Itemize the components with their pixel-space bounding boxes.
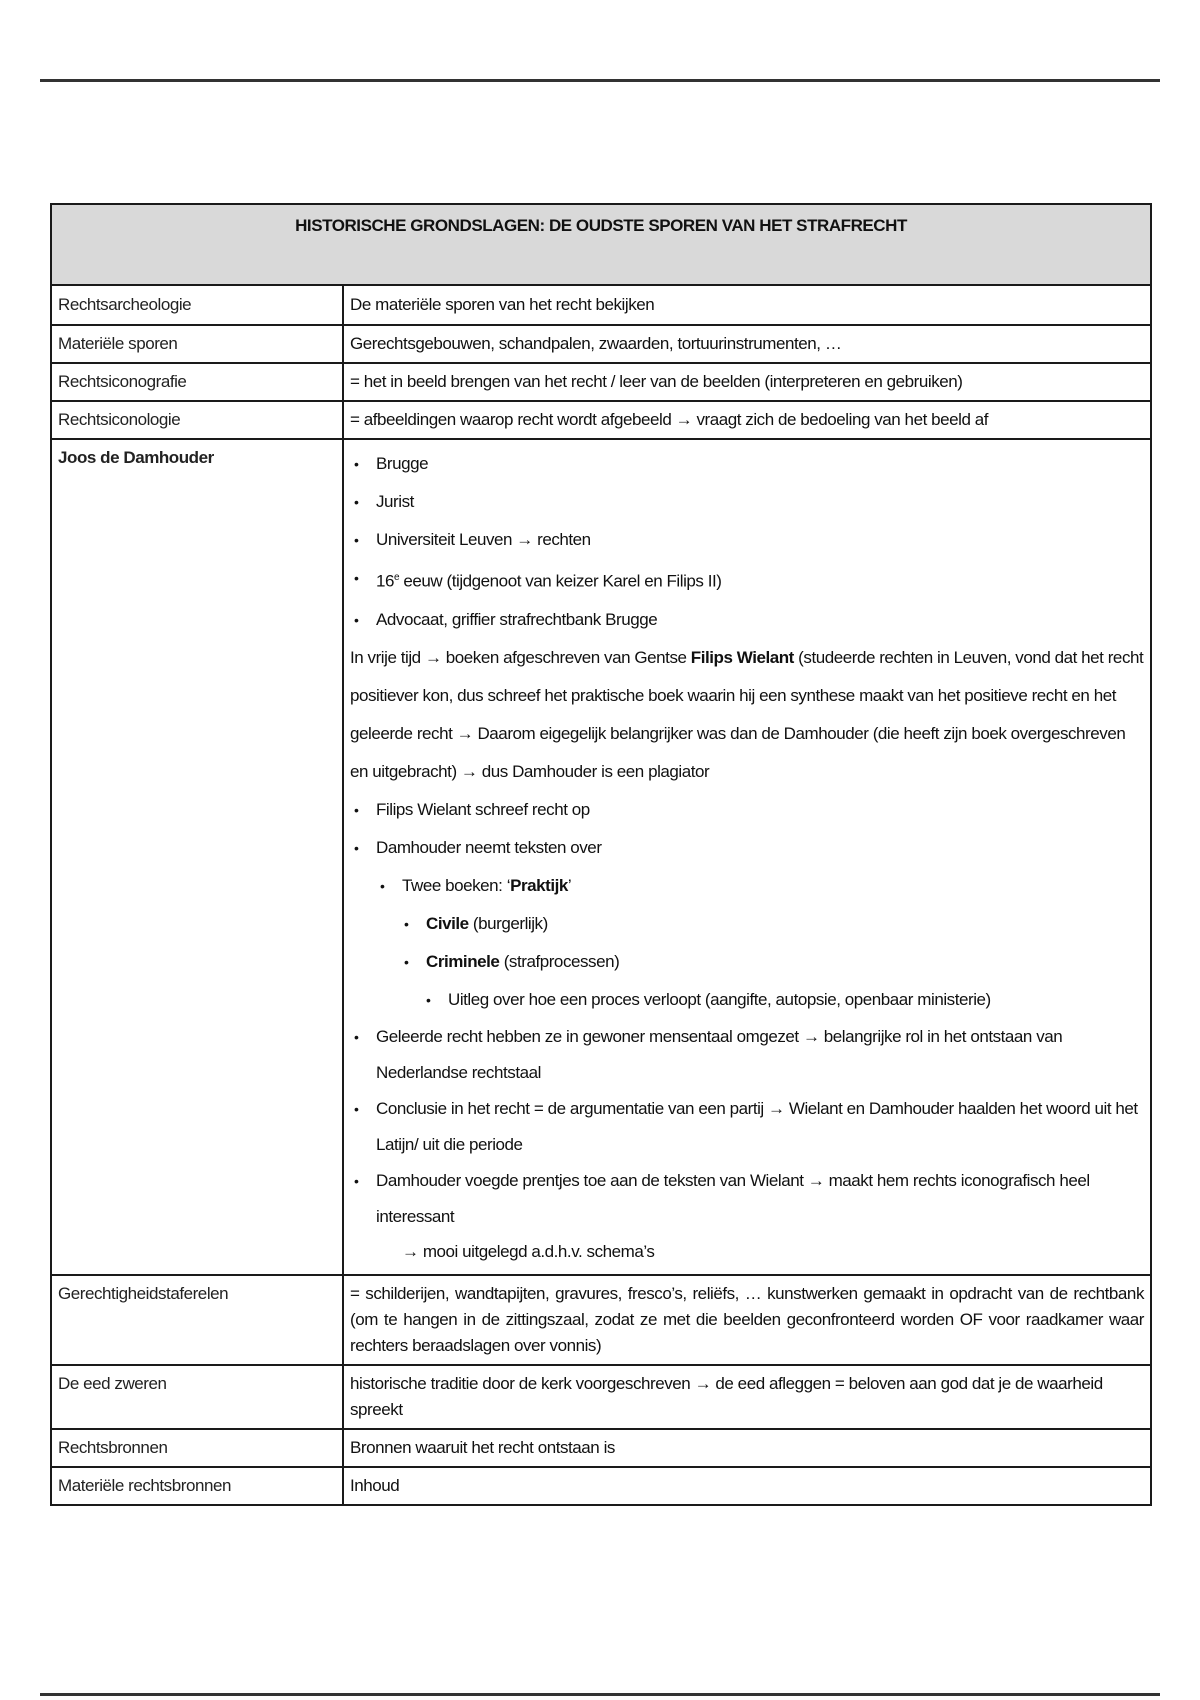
- bullet-list-level-3: [350, 905, 1144, 981]
- list-item: • Filips Wielant schreef recht op: [350, 791, 1144, 829]
- bottom-rule: [40, 1693, 1160, 1696]
- table-row: [51, 325, 1151, 363]
- table-row: [51, 1429, 1151, 1467]
- table-row: [51, 401, 1151, 439]
- list-item: • Damhouder neemt teksten over: [350, 829, 1144, 867]
- summary-table: [50, 203, 1152, 1506]
- list-item: • Damhouder voegde prentjes toe aan de teksten van Wielant → maakt hem rechts iconografisch heel interessant: [350, 1163, 1144, 1235]
- civile-bold: Civile: [426, 913, 469, 933]
- para-end: (studeerde rechten in Leuven, vond dat het recht positiever kon, dus schreef het praktische boek waarin hij een synthese maakt van het positieve recht en het geleerde recht → Daarom eigegelijk belangrijker was dan de Damhouder (die heeft zijn boek overgeschreven en uitgebracht) → dus Damhouder is een plagiator: [350, 647, 1144, 781]
- term-cell: Gerechtigheidstaferelen: [51, 1275, 343, 1365]
- criminele-rest: (strafprocessen): [499, 951, 620, 971]
- list-item: [350, 905, 1144, 943]
- books-start: Twee boeken: ‘: [402, 875, 511, 895]
- list-item: [350, 867, 1144, 905]
- definition-cell: = het in beeld brengen van het recht / leer van de beelden (interpreteren en gebruiken): [343, 363, 1151, 401]
- definition-cell-damhouder: [343, 439, 1151, 1275]
- definition-cell: Inhoud: [343, 1467, 1151, 1505]
- list-item: • Jurist: [350, 483, 1144, 521]
- list-item: [350, 559, 1144, 601]
- definition-cell: = schilderijen, wandtapijten, gravures, fresco’s, reliëfs, … kunstwerken gemaakt in opdracht van de rechtbank (om te hangen in de zittingszaal, zodat ze met die beelden geconfronteerd worden OF voor raadkamer waar rechters beraadslagen over vonnis): [343, 1275, 1151, 1365]
- term-cell: Rechtsbronnen: [51, 1429, 343, 1467]
- bullet-list: [350, 445, 1144, 639]
- term-cell: Rechtsiconologie: [51, 401, 343, 439]
- table-row: [51, 363, 1151, 401]
- bullet-list: [350, 791, 1144, 867]
- wielant-paragraph: [350, 639, 1144, 791]
- century-suffix: e: [394, 572, 400, 583]
- century-text: eeuw (tijdgenoot van keizer Karel en Filips II): [399, 571, 722, 591]
- civile-rest: (burgerlijk): [468, 913, 548, 933]
- century-number: 16: [376, 571, 395, 591]
- bullet-list-level-4: [350, 981, 1144, 1019]
- table-row: [51, 1275, 1151, 1365]
- list-item: • Universiteit Leuven → rechten: [350, 521, 1144, 559]
- term-cell-damhouder: Joos de Damhouder: [51, 439, 343, 1275]
- table-row: [51, 1365, 1151, 1429]
- list-item: • Geleerde recht hebben ze in gewoner mensentaal omgezet → belangrijke rol in het ontstaan van Nederlandse rechtstaal: [350, 1019, 1144, 1091]
- bullet-list-level-2: [350, 867, 1144, 905]
- table-row: [51, 285, 1151, 325]
- table-row: [51, 1467, 1151, 1505]
- list-item: [350, 943, 1144, 981]
- term-cell: De eed zweren: [51, 1365, 343, 1429]
- list-item: • Brugge: [350, 445, 1144, 483]
- bullet-list: [350, 1019, 1144, 1235]
- continuation-line: → mooi uitgelegd a.d.h.v. schema’s: [402, 1241, 655, 1261]
- term-cell: Materiële rechtsbronnen: [51, 1467, 343, 1505]
- books-end: ’: [567, 875, 572, 895]
- para-bold-name: Filips Wielant: [690, 647, 794, 667]
- list-item: • Uitleg over hoe een proces verloopt (aangifte, autopsie, openbaar ministerie): [350, 981, 1144, 1019]
- table-title: HISTORISCHE GRONDSLAGEN: DE OUDSTE SPOREN VAN HET STRAFRECHT: [51, 204, 1151, 285]
- table-header-row: [51, 204, 1151, 285]
- list-item: • Advocaat, griffier strafrechtbank Brugge: [350, 601, 1144, 639]
- term-cell: Rechtsiconografie: [51, 363, 343, 401]
- definition-cell: Gerechtsgebouwen, schandpalen, zwaarden, tortuurinstrumenten, …: [343, 325, 1151, 363]
- definition-cell: = afbeeldingen waarop recht wordt afgebeeld → vraagt zich de bedoeling van het beeld af: [343, 401, 1151, 439]
- books-bold: Praktijk: [510, 875, 568, 895]
- term-cell: Materiële sporen: [51, 325, 343, 363]
- list-item: • Conclusie in het recht = de argumentatie van een partij → Wielant en Damhouder haalden het woord uit het Latijn/ uit die periode: [350, 1091, 1144, 1163]
- para-start: In vrije tijd → boeken afgeschreven van Gentse: [350, 647, 691, 667]
- definition-cell: De materiële sporen van het recht bekijken: [343, 285, 1151, 325]
- table-row-damhouder: [51, 439, 1151, 1275]
- definition-cell: historische traditie door de kerk voorgeschreven → de eed afleggen = beloven aan god dat je de waarheid spreekt: [343, 1365, 1151, 1429]
- term-cell: Rechtsarcheologie: [51, 285, 343, 325]
- top-rule: [40, 79, 1160, 82]
- definition-cell: Bronnen waaruit het recht ontstaan is: [343, 1429, 1151, 1467]
- criminele-bold: Criminele: [426, 951, 500, 971]
